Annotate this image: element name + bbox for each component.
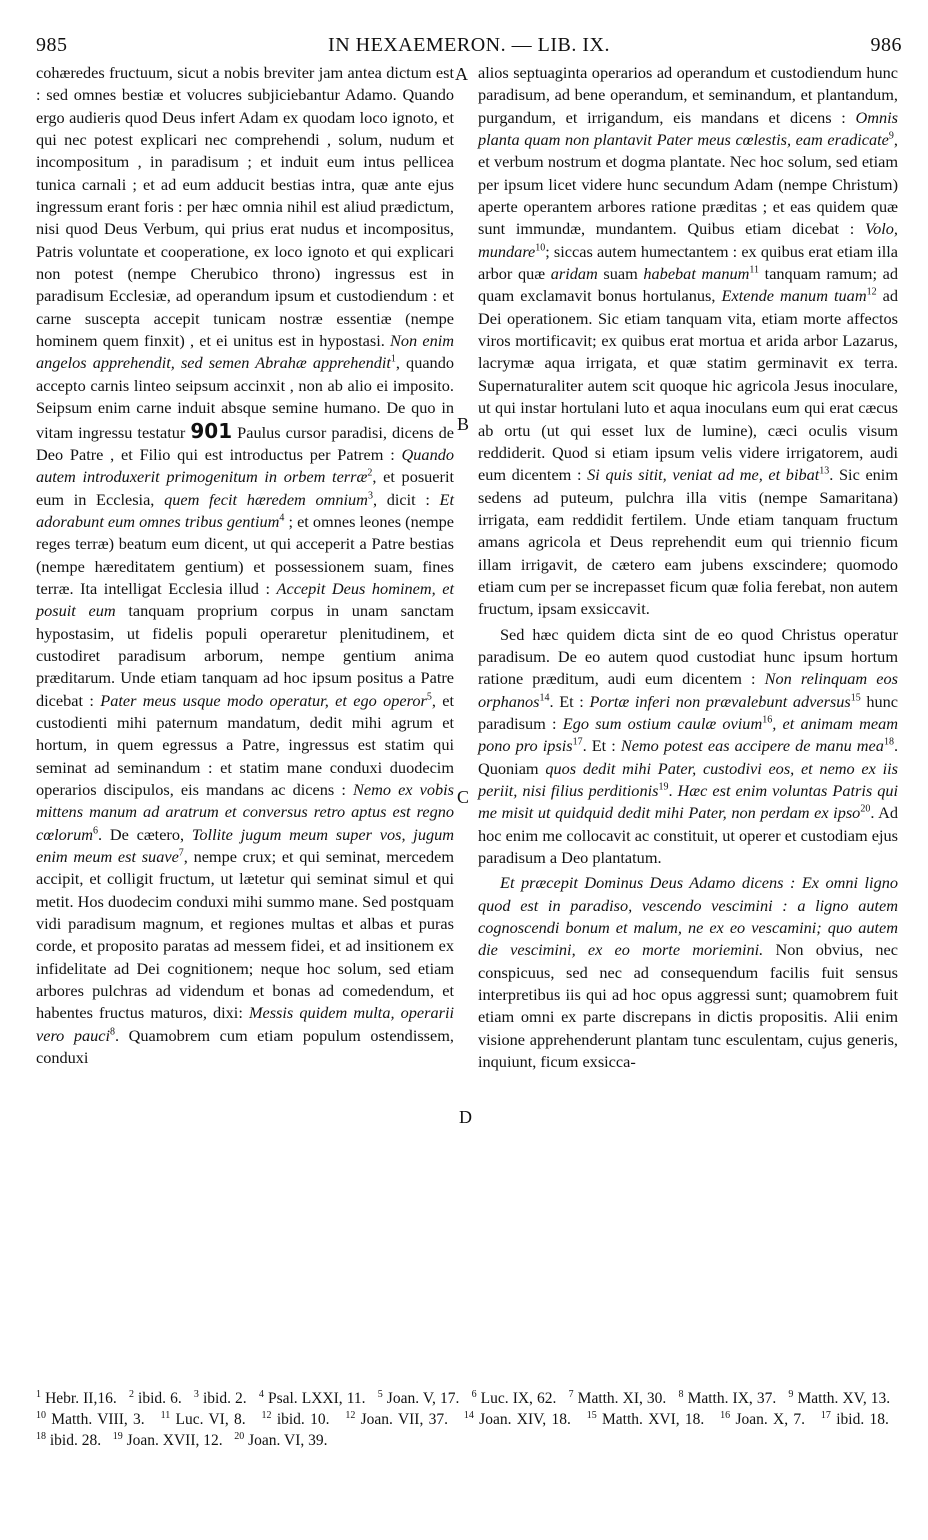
left-paragraph: cohæredes fructuum, sicut a nobis breviter jam antea dictum est : sed omnes bestiæ et volucres subjiciebantur Adamo. Quando ergo audieris quod Deus infert Adam ex quodam loco ignoto, et qui nec potest explicari nec comprehendi , solum, nudum et incompositum , in paradisum ; et induit eum intus pellicea tunica carnali ; et ad eum adducit bestias intra, quæ ante ejus ingressum erant foris : per hæc omnia nihil est aliud prædictum, nisi quod Deus Verbum, qui prius erat nudus et incompositus, Patris voluntate et cooperatione, ex loco ignoto et qui explicari non potest (nempe Cherubico throno) ingressus est in paradisum Ecclesiæ, ad operandum ipsum et custodiendum : et carne suscepta accepit tunicam nostræ essentiæ (nempe hominem quem finxit) , et ei unitus est in hypostasi. Non enim angelos apprehendit, sed semen Abrahæ apprehendit$^1$, quando accepto carnis linteo seipsum accinxit , non ab alio ei imposito. Seipsum enim carne induit absque semine humano. De quo in vitam ingressu testatur 901 Paulus cursor paradisi, dicens de Deo Patre , et Filio qui est introductus per Patrem : Quando autem introduxerit primogenitum in orbem terræ$^2$, et posuerit eum in Ecclesia, quem fecit hæredem omnium$^3$, dicit : Et adorabunt eum omnes tribus gentium$^4$ ; et omnes leones (nempe reges terræ) beatum eum dicent, ut qui acceperit a Patre bestias (nempe hæreditatem gentium) et possessionem suam, fines terræ. Ita intelligat Ecclesia illud : Accepit Deus hominem, et posuit eum tanquam proprium corpus in unam sanctam hypostasim, ut fidelis populi operaretur plenitudinem, et custodiret paradisum arborum, nempe gentium anima præditarum. Unde etiam tanquam ad hoc ipsum positus a Patre dicebat : Pater meus usque modo operatur, et ego operor$^5$, et custodienti mihi paternum mandatum, dedit mihi agrum et hortum, in quem egressus a Patre, ingressus est statim qui seminat ad seminandum : et statim mane conduxi duodecim operarios discipulos, eis mandans ac dicens : Nemo ex vobis mittens manum ad aratrum et conversus retro aptus est regno cœlorum$^6$. De cætero, Tollite jugum meum super vos, jugum enim meum est suave$^7$, nempe crux; et qui seminat, mercedem accipit, et colligit fructum, ut lætetur qui seminat simul et qui metit. Hos duodecim conduxi mihi summo mane. Sed postquam vidi paradisum magnum, et regiones multas et albas et puras corde, et proposito paratas ad messem fidei, et ad insitionem ex infidelitate ad Dei cognitionem; neque hoc solum, sed etiam arbores pulchras ad videndum et bonas ad comedendum, et habentes fructus maturos, dixi: Messis quidem multa, operarii vero pauci$^8$. Quamobrem cum etiam populum ostendissem, conduxi bbox=[36, 63, 455, 1068]
margin-letter-d: D bbox=[459, 1107, 472, 1127]
footnote: $^1$ Hebr. II,16. bbox=[36, 1388, 117, 1407]
footnote: $^6$ Luc. IX, 62. bbox=[471, 1388, 557, 1407]
right-paragraph-1: alios septuaginta operarios ad operandum et custodiendum hunc paradisum, ad bene operandum, et seminandum, et plantandum, purgandum, et irrigandum, eis mandans et dicens : Omnis planta quam non plantavit Pater meus cœlestis, eam eradicate$^9$, et verbum nostrum et dogma plantate. Nec hoc solum, sed etiam per ipsum licet videre hunc secundum Adam (nempe Christum) aperte operantem arbores ratione præditas ; et eas quidem quæ sunt immundæ, mundantem. Quibus etiam dicebat : Volo, mundare$^{10}$; siccas autem humectantem : ex quibus erat etiam illa arbor quæ aridam suam habebat manum$^{11}$ tanquam ramum; ad quam exclamavit bonus hortulanus, Extende manum tuam$^{12}$ ad Dei operationem. Sic etiam tanquam vita, etiam morte affectos viros mortificavit; ex quibus erat mortua et arida arbor Lazarus, lacrymæ aqua irrigata, et quæ statim germinavit ex terra. Supernaturaliter autem scit quoque hic agricola Jesus inoculare, ut qui instar hortulani luto et aqua inoculans eum qui erat cæcus ab ortu (ut qui esset lux de lumine), cæci oculis visum reddiderit. Quod si etiam ipsum velis videre irrigatorem, audi eum dicentem : Si quis sitit, veniat ad me, et bibat$^{13}$. Sic enim sedens ad puteum, pulchra illa vitis (nempe Samaritana) irrigata, eam reddidit fertilem. Unde etiam tanquam fructum amans agricola et Deus reprehendit eum qui triennio ficum illam irrigavit, de cætero eam jubens exscindere; quomodo etiam cum per se increpasset ficum quæ folia ferebat, non autem fructum, ipsam exsiccavit. bbox=[478, 63, 899, 619]
footnotes bbox=[36, 1388, 898, 1451]
running-header bbox=[36, 34, 902, 60]
footnote: $^{17}$ ibid. 18. bbox=[820, 1409, 889, 1428]
running-title: IN HEXAEMERON. — LIB. IX. bbox=[328, 34, 610, 56]
footnote: $^{14}$ Joan. XIV, 18. bbox=[463, 1409, 571, 1428]
footnote: $^{18}$ ibid. 28. bbox=[36, 1430, 102, 1449]
right-paragraph-2: Sed hæc quidem dicta sint de eo quod Christus operatur paradisum. De eo autem quod custodiat hunc ipsum hortum ratione præditum, audi eum dicentem : Non relinquam eos orphanos$^{14}$. Et : Portæ inferi non prævalebunt adversus$^{15}$ hunc paradisum : Ego sum ostium caulæ ovium$^{16}$, et animam meam pono pro ipsis$^{17}$. Et : Nemo potest eas accipere de manu mea$^{18}$. Quoniam quos dedit mihi Pater, custodivi eos, et nemo ex iis periit, nisi filius perditionis$^{19}$. Hæc est enim voluntas Patris qui me misit ut quidquid dedit mihi Pater, non perdam ex ipso$^{20}$. Ad hoc enim me collocavit ac constituit, ut operer et custodiam ejus paradisum a Deo plantatum. bbox=[478, 624, 899, 868]
margin-letter-a: A bbox=[455, 64, 468, 84]
footnote: $^9$ Matth. XV, 13. bbox=[788, 1388, 891, 1407]
margin-letter-c: C bbox=[457, 787, 470, 807]
footnote: $^{12}$ Joan. VII, 37. bbox=[345, 1409, 448, 1428]
page-number-left: 985 bbox=[36, 34, 68, 56]
footnote: $^8$ Matth. IX, 37. bbox=[678, 1388, 777, 1407]
footnote: $^4$ Psal. LXXI, 11. bbox=[258, 1388, 366, 1407]
footnote: $^{15}$ Matth. XVI, 18. bbox=[586, 1409, 705, 1428]
footnote: $^{20}$ Joan. VI, 39. bbox=[234, 1430, 328, 1449]
footnote: $^{12}$ ibid. 10. bbox=[261, 1409, 330, 1428]
footnote: $^3$ ibid. 2. bbox=[193, 1388, 247, 1407]
footnote: $^{10}$ Matth. VIII, 3. bbox=[36, 1409, 145, 1428]
footnote: $^{11}$ Luc. VI, 8. bbox=[160, 1409, 246, 1428]
right-paragraph-3: Et præcepit Dominus Deus Adamo dicens : Ex omni ligno quod est in paradiso, vescendo vescimini : a ligno autem cognoscendi bonum et malum, ne ex eo vescamini; quo autem die vescimini, ex eo morte moriemini. Non obvius, nec conspicuus, sed nec ad consequendum facilis fuit sensus interpretibus iis qui ad hoc opus aggressi sunt; quamobrem fuit etiam omni ex parte discrepans in dictis propositis. Alii enim visione apprehenderunt plantam tunc esculentam, cujus generis, inquiunt, ficum exsicca- bbox=[478, 873, 898, 1072]
column-number: 901 bbox=[190, 418, 233, 443]
footnote: $^7$ Matth. XI, 30. bbox=[568, 1388, 667, 1407]
left-column bbox=[36, 62, 454, 1069]
footnote: $^2$ ibid. 6. bbox=[128, 1388, 182, 1407]
right-column bbox=[478, 62, 898, 1073]
page-number-right: 986 bbox=[870, 34, 902, 56]
footnote: $^5$ Joan. V, 17. bbox=[377, 1388, 460, 1407]
footnote: $^{19}$ Joan. XVII, 12. bbox=[112, 1430, 223, 1449]
footnote: $^{16}$ Joan. X, 7. bbox=[720, 1409, 806, 1428]
margin-letter-b: B bbox=[457, 414, 470, 434]
